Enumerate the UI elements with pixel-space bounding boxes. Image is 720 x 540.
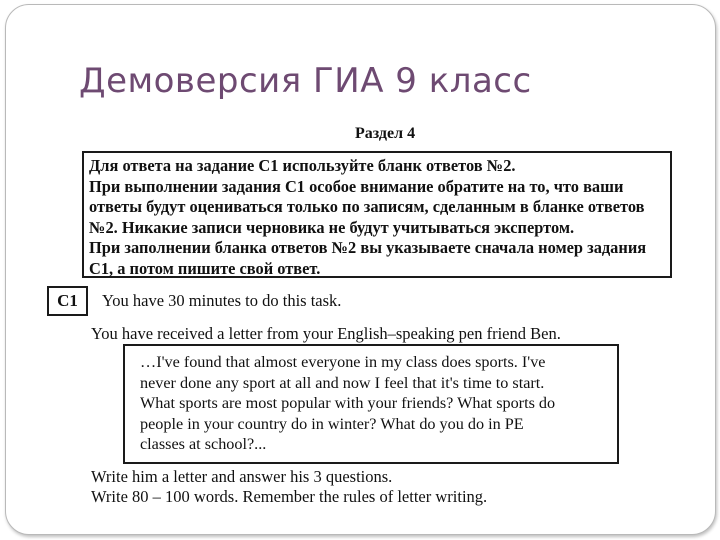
letter-line: classes at school?... [140,435,267,454]
instructions-line: При выполнении задания С1 особое внимание обратите на то, что ваши [89,176,624,196]
instructions-line: №2. Никакие записи черновика не будут учитываться экспертом. [89,217,575,237]
slide-title: Демоверсия ГИА 9 класс [79,61,532,101]
closing-line: Write him a letter and answer his 3 questions. [91,467,393,486]
task-intro-text: You have received a letter from your English–speaking pen friend Ben. [91,324,561,343]
instructions-box [82,151,672,278]
letter-line: What sports are most popular with your friends? What sports do [140,394,556,413]
instructions-line: Для ответа на задание С1 используйте бланк ответов №2. [89,156,516,175]
task-time-text: You have 30 minutes to do this task. [102,291,342,310]
letter-line: people in your country do in winter? What do you do in PE [140,414,524,433]
closing-line: Write 80 – 100 words. Remember the rules of letter writing. [91,487,488,506]
instructions-line: При заполнении бланка ответов №2 вы указываете сначала номер задания [89,238,647,258]
letter-line: never done any sport at all and now I feel that it's time to start. [140,373,545,392]
task-label: C1 [47,286,88,316]
instructions-line: С1, а потом пишите свой ответ. [89,258,321,278]
letter-excerpt-box [123,344,619,464]
letter-line: …I've found that almost everyone in my class does sports. I've [140,353,546,371]
section-heading: Раздел 4 [355,125,416,142]
instructions-line: ответы будут оцениваться только по записям, сделанным в бланке ответов [89,197,645,217]
